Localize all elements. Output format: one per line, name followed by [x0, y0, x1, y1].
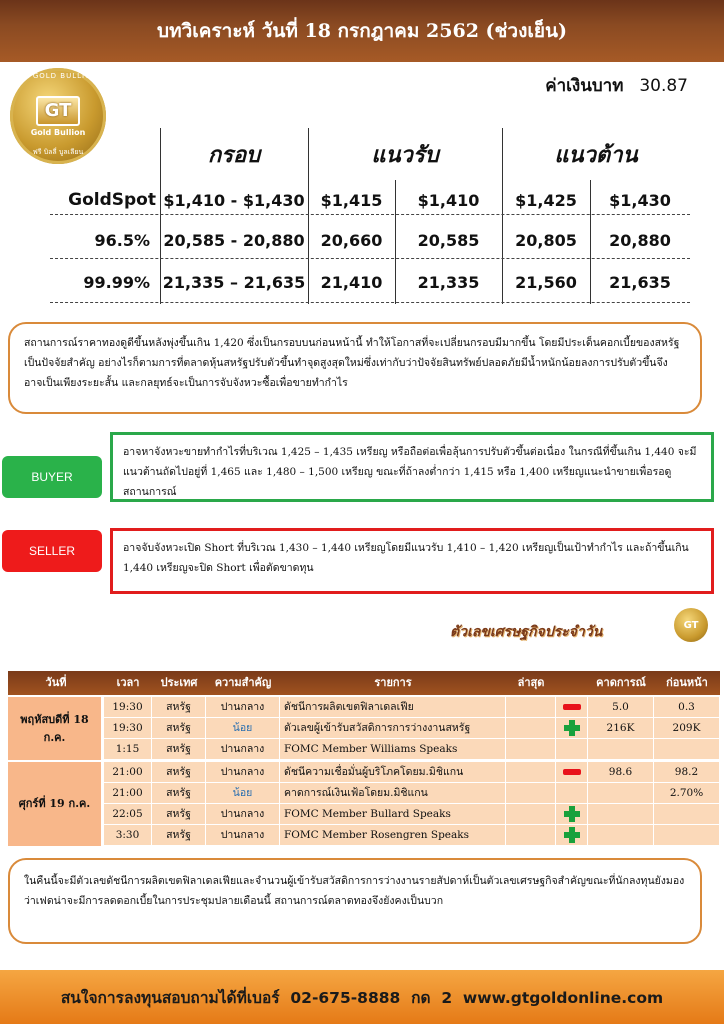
- resistance-2: $1,430: [609, 190, 671, 210]
- row-name: 99.99%: [83, 272, 150, 292]
- resistance-1: $1,425: [515, 190, 577, 210]
- header-range: กรอบ: [207, 141, 261, 168]
- col-importance: ความสำคัญ: [214, 676, 272, 689]
- seller-advice: [110, 528, 714, 594]
- col-date: วันที่: [45, 676, 67, 689]
- note-text: ในคืนนี้จะมีตัวเลขดัชนีการผลิตเขตฟิลาเดลเฟียและจำนวนผู้เข้ารับสวัสดิการการว่างงานรายสัปดาห์เป็นตัวเลขเศรษฐกิจสำคัญขณะที่นักลงทุนยังมองว่าเฟดน่าจะมีการลดดอกเบี้ยในการประชุมปลายเดือนนี้ สถานการณ์ตลาดทองจึงยังคงเป็นบวก: [24, 875, 685, 907]
- econ-row: [104, 762, 720, 783]
- forecast: 216K: [588, 718, 654, 739]
- country: สหรัฐ: [152, 739, 206, 760]
- col-time: เวลา: [116, 676, 140, 689]
- econ-calendar-title: ตัวเลขเศรษฐกิจประจำวัน: [450, 624, 603, 640]
- event: FOMC Member Williams Speaks: [280, 739, 506, 760]
- support-1: 21,410: [320, 272, 383, 292]
- fx-label: ค่าเงินบาท: [545, 76, 624, 96]
- footer-text: สนใจการลงทุนสอบถามได้ที่เบอร์ 02-675-8888 กด 2 www.gtgoldonline.com: [60, 988, 664, 1007]
- resistance-1: 21,560: [515, 272, 577, 292]
- event: คาดการณ์เงินเฟ้อโดยม.มิชิแกน: [280, 783, 506, 804]
- event: ดัชนีความเชื่อมั่นผู้บริโภคโดยม.มิชิแกน: [280, 762, 506, 783]
- econ-row: [104, 718, 720, 739]
- support-2: 21,335: [417, 272, 480, 292]
- buyer-label: BUYER: [31, 470, 73, 484]
- previous: 209K: [654, 718, 720, 739]
- day-cell: [8, 762, 102, 846]
- col-event: รายการ: [374, 676, 412, 689]
- market-summary: [8, 322, 702, 414]
- minus-icon: [563, 769, 581, 775]
- support-2: $1,410: [417, 190, 480, 210]
- time: 19:30: [104, 697, 152, 718]
- col-forecast: คาดการณ์: [596, 676, 646, 689]
- time: 21:00: [104, 783, 152, 804]
- plus-icon: [564, 827, 580, 843]
- support-2: 20,585: [417, 230, 480, 250]
- day-label: ศุกร์ที่ 19 ก.ค.: [18, 797, 91, 811]
- col-latest: ล่าสุด: [517, 676, 545, 689]
- range-value: $1,410 - $1,430: [163, 190, 305, 210]
- resistance-2: 21,635: [609, 272, 671, 292]
- resistance-1: 20,805: [515, 230, 577, 250]
- seller-label: SELLER: [28, 544, 76, 558]
- event: ตัวเลขผู้เข้ารับสวัสดิการการว่างงานสหรัฐ: [280, 718, 506, 739]
- logo-sub: Gold Bullion: [30, 127, 86, 137]
- resistance-2: 20,880: [609, 230, 671, 250]
- header-support: แนวรับ: [371, 141, 439, 168]
- event: FOMC Member Bullard Speaks: [280, 804, 506, 825]
- forecast: [588, 739, 654, 760]
- signal-cell: [556, 783, 588, 804]
- country: สหรัฐ: [152, 804, 206, 825]
- importance: น้อย: [206, 783, 280, 804]
- signal-cell: [556, 697, 588, 718]
- fx-rate: [545, 72, 688, 99]
- minus-icon: [563, 704, 581, 710]
- logo-mark: GT: [36, 96, 80, 126]
- price-row: [50, 220, 690, 260]
- econ-row: [104, 783, 720, 804]
- header-title: บทวิเคราะห์ วันที่ 18 กรกฎาคม 2562 (ช่วงเย็น): [157, 20, 567, 42]
- time: 22:05: [104, 804, 152, 825]
- latest: [506, 804, 556, 825]
- seller-badge: [2, 530, 102, 572]
- econ-row: [104, 697, 720, 718]
- price-table: [50, 128, 690, 304]
- plus-icon: [564, 720, 580, 736]
- forecast: 98.6: [588, 762, 654, 783]
- gt-mini-logo-icon: GT: [674, 608, 708, 642]
- importance: ปานกลาง: [206, 825, 280, 846]
- previous: [654, 804, 720, 825]
- previous: 98.2: [654, 762, 720, 783]
- forecast: 5.0: [588, 697, 654, 718]
- event: ดัชนีการผลิตเขตฟิลาเดลเฟีย: [280, 697, 506, 718]
- row-name: 96.5%: [94, 230, 150, 250]
- buyer-advice: [110, 432, 714, 502]
- country: สหรัฐ: [152, 697, 206, 718]
- econ-table-header: [8, 671, 720, 695]
- importance: น้อย: [206, 718, 280, 739]
- header-resistance: แนวต้าน: [554, 141, 638, 168]
- importance: ปานกลาง: [206, 804, 280, 825]
- previous: [654, 825, 720, 846]
- range-value: 21,335 – 21,635: [162, 272, 306, 292]
- time: 1:15: [104, 739, 152, 760]
- day-label: พฤหัสบดีที่ 18 ก.ค.: [20, 712, 89, 744]
- col-signal: [556, 671, 588, 695]
- price-row: [50, 262, 690, 302]
- col-country: ประเทศ: [160, 676, 198, 689]
- signal-cell: [556, 739, 588, 760]
- country: สหรัฐ: [152, 762, 206, 783]
- support-1: 20,660: [320, 230, 383, 250]
- buyer-badge: [2, 456, 102, 498]
- latest: [506, 783, 556, 804]
- price-row: [50, 180, 690, 220]
- econ-row: [104, 804, 720, 825]
- logo-ring-text: GT GOLD BULLION: [18, 72, 98, 80]
- latest: [506, 825, 556, 846]
- previous: 2.70%: [654, 783, 720, 804]
- time: 21:00: [104, 762, 152, 783]
- support-1: $1,415: [320, 190, 383, 210]
- time: 3:30: [104, 825, 152, 846]
- price-table-header: [50, 128, 690, 180]
- forecast: [588, 825, 654, 846]
- signal-cell: [556, 825, 588, 846]
- forecast: [588, 783, 654, 804]
- importance: ปานกลาง: [206, 697, 280, 718]
- plus-icon: [564, 806, 580, 822]
- latest: [506, 739, 556, 760]
- fx-value: 30.87: [639, 76, 688, 96]
- contact-footer: [0, 970, 724, 1024]
- previous: [654, 739, 720, 760]
- latest: [506, 718, 556, 739]
- col-previous: ก่อนหน้า: [666, 676, 708, 689]
- closing-note: [8, 858, 702, 944]
- signal-cell: [556, 762, 588, 783]
- day-cell: [8, 697, 102, 760]
- previous: 0.3: [654, 697, 720, 718]
- latest: [506, 762, 556, 783]
- range-value: 20,585 - 20,880: [163, 230, 305, 250]
- logo-bottom-text: ฟรี บิลลี่ บูลเลียน: [32, 148, 84, 156]
- econ-calendar-table: [8, 671, 720, 847]
- summary-text: สถานการณ์ราคาทองดูดีขึ้นหลังพุ่งขึ้นเกิน 1,420 ซึ่งเป็นกรอบบนก่อนหน้านี้ ทำให้โอกาสที่จะเปลี่ยนกรอบมีมากขึ้น โดยมีประเด็นคอกเบี้ยของสหรัฐเป็นปัจจัยสำคัญ อย่างไรก็ตามการที่ตลาดหุ้นสหรัฐปรับตัวขึ้นทำจุดสูงสุดใหม่ซึ่งเท่ากับว่าปัจจัยสินทรัพย์ปลอดภัยมีน้ำหนักน้อยลงการปรับตัวขึ้นจึงอาจเป็นเพียงระยะสั้น และกลยุทธ์จะเป็นการจับจังหวะซื้อเพื่อขายทำกำไร: [24, 337, 680, 389]
- importance: ปานกลาง: [206, 739, 280, 760]
- buyer-text: อาจหาจังหวะขายทำกำไรที่บริเวณ 1,425 – 1,435 เหรียญ หรือถือต่อเพื่อลุ้นการปรับตัวขึ้นต่อเนื่อง ในกรณีที่ขึ้นเกิน 1,440 จะมีแนวต้านถัดไปอยู่ที่ 1,465 และ 1,480 – 1,500 เหรียญ ขณะที่ถ้าลงต่ำกว่า 1,415 หรือ 1,400 เหรียญแนะนำขายเพื่อรอดูสถานการณ์: [123, 446, 697, 498]
- page-header: [0, 0, 724, 62]
- latest: [506, 697, 556, 718]
- econ-row: [104, 739, 720, 760]
- event: FOMC Member Rosengren Speaks: [280, 825, 506, 846]
- country: สหรัฐ: [152, 718, 206, 739]
- importance: ปานกลาง: [206, 762, 280, 783]
- country: สหรัฐ: [152, 783, 206, 804]
- time: 19:30: [104, 718, 152, 739]
- country: สหรัฐ: [152, 825, 206, 846]
- signal-cell: [556, 804, 588, 825]
- row-name: GoldSpot: [68, 190, 156, 210]
- forecast: [588, 804, 654, 825]
- signal-cell: [556, 718, 588, 739]
- seller-text: อาจจับจังหวะเปิด Short ที่บริเวณ 1,430 – 1,440 เหรียญโดยมีแนวรับ 1,410 – 1,420 เหรียญเป็นเป้าทำกำไร และถ้าขึ้นเกิน 1,440 เหรียญจะปิด Short เพื่อตัดขาดทุน: [123, 542, 689, 574]
- econ-row: [104, 825, 720, 846]
